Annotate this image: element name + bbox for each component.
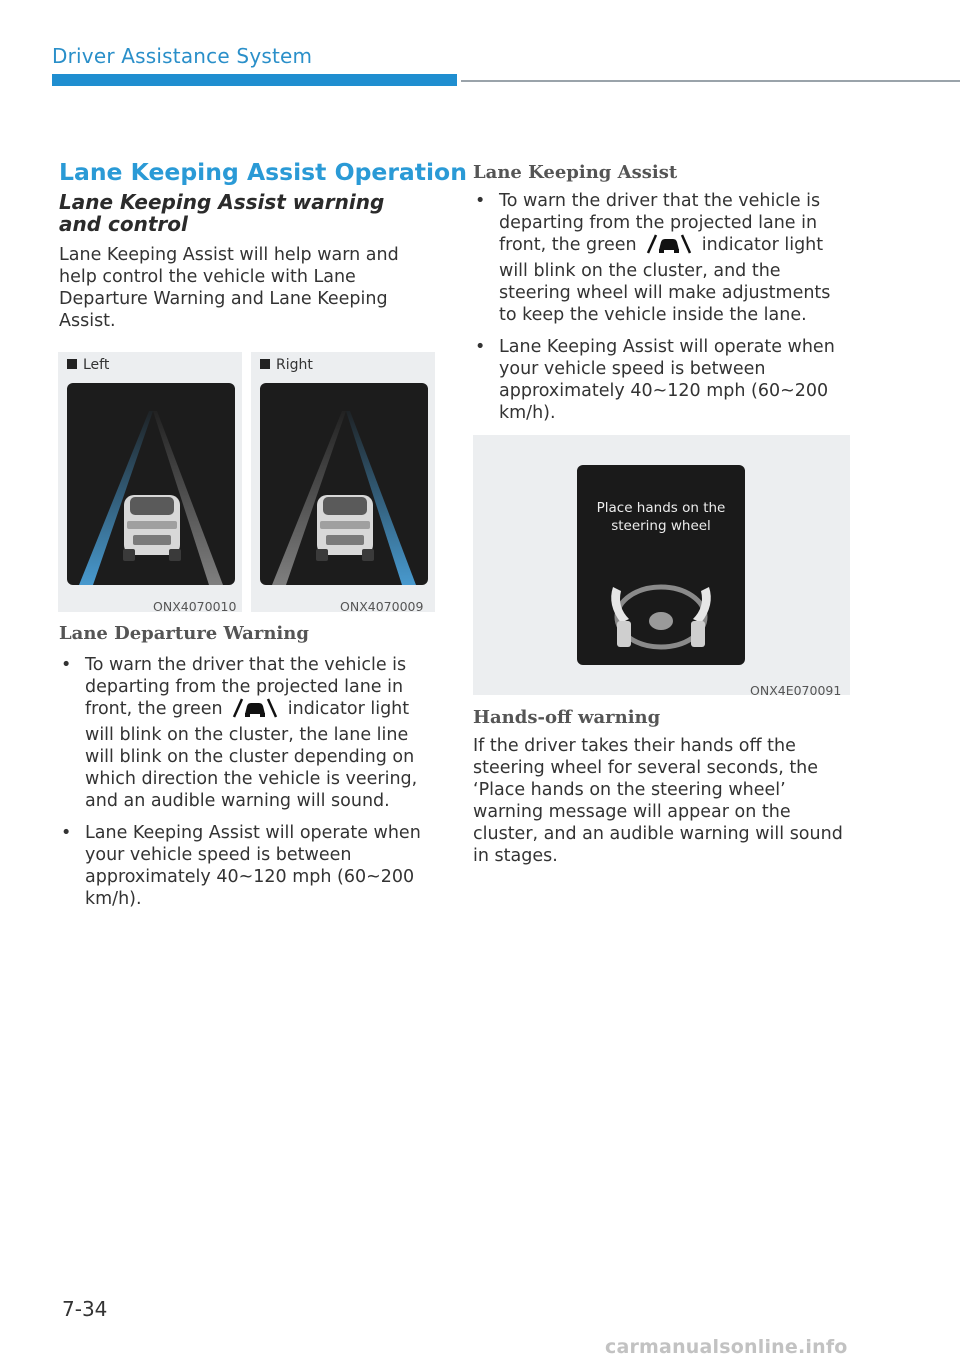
hands-off-heading: Hands-off warning: [473, 707, 661, 728]
watermark: carmanualsonline.info: [605, 1336, 848, 1358]
car-rear-icon: [123, 495, 181, 561]
page-number: 7-34: [62, 1297, 108, 1321]
list-item: • Lane Keeping Assist will operate when your vehicle speed is between approximately 40~120 mph (60~200 km/h).: [473, 336, 848, 424]
figure-right: [251, 352, 435, 612]
figure-right-code: ONX4070009: [340, 599, 424, 614]
ldw-bullet-list: [59, 654, 431, 920]
list-item: • To warn the driver that the vehicle is departing from the projected lane in front, the green indicator light will blink on the cluster, the lane line will blink on the cluster depending on which direction the vehicle is veering, and an audible warning will sound.: [59, 654, 431, 812]
page-heading: Lane Keeping Assist Operation: [59, 158, 467, 186]
section-header-title: Driver Assistance System: [52, 44, 313, 68]
cluster-screen-hands-off: [577, 465, 745, 665]
ldw-heading: Lane Departure Warning: [59, 623, 309, 644]
list-item: • To warn the driver that the vehicle is departing from the projected lane in front, the green indicator light will blink on the cluster, and the steering wheel will make adjustments to keep the vehicle inside the lane.: [473, 190, 848, 326]
figure-left-label: Left: [67, 357, 109, 373]
figure-hands-off-code: ONX4E070091: [750, 683, 842, 698]
cluster-screen-left: [67, 383, 235, 585]
lka-bullet-list: [473, 190, 848, 434]
car-rear-icon: [316, 495, 374, 561]
lane-keeping-car-icon: [645, 234, 693, 260]
lka-heading: Lane Keeping Assist: [473, 162, 678, 183]
intro-paragraph: Lane Keeping Assist will help warn and help control the vehicle with Lane Departure Warning and Lane Keeping Assist.: [59, 245, 399, 331]
hands-off-paragraph: If the driver takes their hands off the steering wheel for several seconds, the ‘Place hands on the steering wheel’ warning message will appear on the cluster, and an audible warning will sound in stages.: [473, 736, 843, 866]
cluster-screen-right: [260, 383, 428, 585]
figure-right-label: Right: [260, 357, 313, 373]
list-item: • Lane Keeping Assist will operate when your vehicle speed is between approximately 40~120 mph (60~200 km/h).: [59, 822, 431, 910]
figure-left-code: ONX4070010: [153, 599, 237, 614]
hands-off-message: Place hands on the steering wheel: [596, 500, 726, 534]
figure-hands-off: [473, 435, 850, 698]
header-rule-blue: [52, 74, 457, 86]
subheading: Lane Keeping Assist warning and control: [59, 190, 385, 236]
header-rule-grey: [461, 80, 960, 82]
lane-keeping-car-icon: [231, 698, 279, 724]
figure-left: [58, 352, 242, 612]
steering-wheel-hands-icon: [577, 565, 745, 665]
